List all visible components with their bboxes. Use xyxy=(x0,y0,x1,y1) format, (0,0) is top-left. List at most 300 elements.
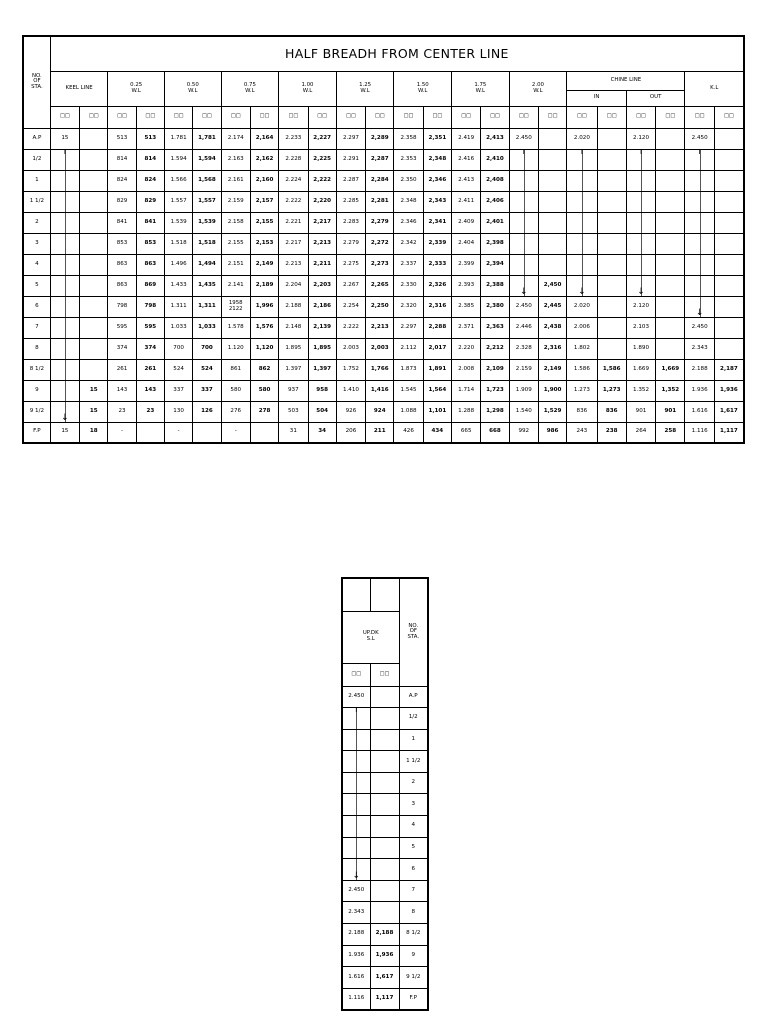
value-cell xyxy=(50,338,79,359)
value-cell: 901 xyxy=(656,401,685,422)
value-cell: 2.399 xyxy=(452,254,481,275)
value-cell xyxy=(80,128,108,149)
value-cell: 2,153 xyxy=(250,233,278,254)
table-row xyxy=(342,859,428,881)
value-cell: 243 xyxy=(567,422,597,443)
value-cell: 2,213 xyxy=(366,317,394,338)
value-cell: 2.159 xyxy=(221,191,250,212)
table-row xyxy=(342,837,428,859)
value-cell: 2.188 xyxy=(279,296,308,317)
value-cell: 862 xyxy=(250,359,278,380)
station-cell: F.P xyxy=(399,988,428,1010)
value-cell: 1.873 xyxy=(394,359,423,380)
value-cell: 2.158 xyxy=(221,212,250,233)
value-cell xyxy=(50,254,79,275)
station-cell: 9 1/2 xyxy=(399,967,428,989)
value-cell: 130 xyxy=(164,401,192,422)
keel-line-header: KEEL LINE xyxy=(50,71,108,106)
value-cell: 1.616 xyxy=(685,401,714,422)
value-cell: 1,435 xyxy=(193,275,221,296)
value-cell: 1,564 xyxy=(423,380,451,401)
value-cell: 2.159 xyxy=(509,359,538,380)
value-cell: 143 xyxy=(108,380,136,401)
updk-value-cell: 2.343 xyxy=(342,902,370,924)
value-cell xyxy=(597,275,626,296)
value-cell: 1,723 xyxy=(481,380,509,401)
value-cell: 2,109 xyxy=(481,359,509,380)
value-cell: 1,900 xyxy=(538,380,566,401)
value-cell: 337 xyxy=(164,380,192,401)
value-cell xyxy=(80,275,108,296)
value-cell: 824 xyxy=(136,170,164,191)
value-cell xyxy=(80,296,108,317)
unit-row xyxy=(23,106,744,128)
value-cell: 15 xyxy=(50,128,79,149)
unit-cell: □□ xyxy=(567,106,597,128)
value-cell: 1.557 xyxy=(164,191,192,212)
table-row xyxy=(342,880,428,902)
value-cell: 1.496 xyxy=(164,254,192,275)
value-cell: 2.008 xyxy=(452,359,481,380)
value-cell: 836 xyxy=(597,401,626,422)
value-cell: 2.450 xyxy=(685,317,714,338)
value-cell xyxy=(656,233,685,254)
value-cell: 211 xyxy=(366,422,394,443)
value-cell xyxy=(509,212,538,233)
value-cell: 2.275 xyxy=(336,254,365,275)
value-cell xyxy=(714,170,744,191)
value-cell: 1,557 xyxy=(193,191,221,212)
table-row xyxy=(23,275,744,296)
value-cell: 700 xyxy=(164,338,192,359)
value-cell: 2,211 xyxy=(308,254,336,275)
value-cell: 2.393 xyxy=(452,275,481,296)
value-cell: 2,394 xyxy=(481,254,509,275)
wl-175-header xyxy=(452,71,510,106)
updk-value-cell: 2.450 xyxy=(342,686,370,708)
value-cell: 2,406 xyxy=(481,191,509,212)
value-cell xyxy=(567,191,597,212)
wl-label: W.L xyxy=(188,87,198,94)
value-cell: 2.155 xyxy=(221,233,250,254)
updk-value-cell xyxy=(370,880,399,902)
value-cell xyxy=(597,254,626,275)
value-cell: 1.433 xyxy=(164,275,192,296)
station-cell: 4 xyxy=(23,254,50,275)
station-cell: A.P xyxy=(399,686,428,708)
value-cell xyxy=(626,170,655,191)
value-cell xyxy=(626,254,655,275)
value-cell: 426 xyxy=(394,422,423,443)
value-cell: 2.291 xyxy=(336,149,365,170)
value-cell xyxy=(567,275,597,296)
value-cell xyxy=(626,149,655,170)
value-cell: 2,272 xyxy=(366,233,394,254)
value-cell: 524 xyxy=(164,359,192,380)
second-no-of-sta-header xyxy=(399,578,428,686)
station-cell: 6 xyxy=(399,859,428,881)
value-cell: 2.416 xyxy=(452,149,481,170)
station-cell: 1 xyxy=(399,729,428,751)
table-row xyxy=(23,212,744,233)
value-cell xyxy=(50,233,79,254)
value-cell: 258 xyxy=(656,422,685,443)
updk-value-cell xyxy=(342,837,370,859)
value-cell xyxy=(50,401,79,422)
wl-025-header xyxy=(108,71,165,106)
value-cell: 1.890 xyxy=(626,338,655,359)
value-cell: 2.287 xyxy=(336,170,365,191)
value-cell: 2.330 xyxy=(394,275,423,296)
value-cell: 2.279 xyxy=(336,233,365,254)
value-cell: 18 xyxy=(80,422,108,443)
value-cell: 2.161 xyxy=(221,170,250,191)
updk-value-cell xyxy=(370,729,399,751)
value-cell: 2,348 xyxy=(423,149,451,170)
wl-100-header xyxy=(279,71,337,106)
wl-label: 2.00 xyxy=(531,81,544,88)
value-cell: 2,227 xyxy=(308,128,336,149)
value-cell: 2.020 xyxy=(567,296,597,317)
value-cell xyxy=(656,296,685,317)
updk-value-cell xyxy=(342,772,370,794)
updk-value-cell xyxy=(370,794,399,816)
value-cell xyxy=(626,212,655,233)
station-cell: 8 xyxy=(23,338,50,359)
value-cell: 2,160 xyxy=(250,170,278,191)
value-cell xyxy=(538,128,566,149)
value-cell: 937 xyxy=(279,380,308,401)
unit-cell: □□ xyxy=(423,106,451,128)
value-cell: 2.188 xyxy=(685,359,714,380)
chine-in-header: IN xyxy=(567,90,627,106)
value-cell xyxy=(714,191,744,212)
value-cell: 1,891 xyxy=(423,359,451,380)
value-cell: 2,222 xyxy=(308,170,336,191)
value-cell: 1,781 xyxy=(193,128,221,149)
value-cell: 2,186 xyxy=(308,296,336,317)
value-cell xyxy=(597,128,626,149)
value-cell xyxy=(656,191,685,212)
value-cell xyxy=(80,170,108,191)
value-cell: 2,380 xyxy=(481,296,509,317)
value-cell: 2,189 xyxy=(250,275,278,296)
table-row xyxy=(342,967,428,989)
wl-label: W.L xyxy=(475,87,486,94)
value-cell: 2.222 xyxy=(336,317,365,338)
value-cell: 2,445 xyxy=(538,296,566,317)
value-cell xyxy=(685,233,714,254)
station-cell: 7 xyxy=(399,880,428,902)
wl-label: 1.00 xyxy=(301,81,314,88)
table-row xyxy=(342,729,428,751)
value-cell: 1,895 xyxy=(308,338,336,359)
table-row xyxy=(23,359,744,380)
value-cell: 2.228 xyxy=(279,149,308,170)
value-cell xyxy=(656,128,685,149)
half-breadth-body xyxy=(23,128,744,443)
unit-cell: □□ xyxy=(685,106,714,128)
value-cell: 2.224 xyxy=(279,170,308,191)
station-cell: 2 xyxy=(23,212,50,233)
updk-value-cell xyxy=(370,751,399,773)
table-row xyxy=(342,988,428,1010)
station-cell: 1 xyxy=(23,170,50,191)
value-cell xyxy=(656,254,685,275)
unit-cell: □□ xyxy=(50,106,79,128)
value-cell: 1.895 xyxy=(279,338,308,359)
value-cell: 2,288 xyxy=(423,317,451,338)
value-cell xyxy=(50,149,79,170)
value-cell xyxy=(509,149,538,170)
value-cell: 814 xyxy=(136,149,164,170)
value-cell: 2.151 xyxy=(221,254,250,275)
value-cell: 2.328 xyxy=(509,338,538,359)
value-cell: 986 xyxy=(538,422,566,443)
value-cell xyxy=(714,275,744,296)
value-cell xyxy=(597,338,626,359)
value-cell: 1.714 xyxy=(452,380,481,401)
value-cell xyxy=(80,191,108,212)
value-cell: 1.288 xyxy=(452,401,481,422)
value-cell: 824 xyxy=(108,170,136,191)
value-cell: 2,398 xyxy=(481,233,509,254)
value-cell: 863 xyxy=(108,254,136,275)
unit-cell: □□ xyxy=(342,663,370,686)
value-cell: 901 xyxy=(626,401,655,422)
value-cell: 2.450 xyxy=(509,128,538,149)
table-row xyxy=(23,170,744,191)
value-cell: 2,273 xyxy=(366,254,394,275)
unit-cell: □□ xyxy=(394,106,423,128)
value-cell: 2.446 xyxy=(509,317,538,338)
table-row xyxy=(23,191,744,212)
wl-label: W.L xyxy=(131,87,141,94)
value-cell: 2,339 xyxy=(423,233,451,254)
value-cell xyxy=(50,380,79,401)
value-cell xyxy=(50,296,79,317)
second-no-of-sta-label: NO. OF STA. xyxy=(407,622,420,641)
wl-150-header xyxy=(394,71,452,106)
value-cell: 2.285 xyxy=(336,191,365,212)
value-cell xyxy=(136,422,164,443)
value-cell: 2,289 xyxy=(366,128,394,149)
updk-value-cell: 2,188 xyxy=(370,924,399,946)
updk-value-cell xyxy=(370,837,399,859)
value-cell: 665 xyxy=(452,422,481,443)
value-cell: 1.936 xyxy=(685,380,714,401)
upper-deck-body xyxy=(342,686,428,1010)
value-cell: 1,617 xyxy=(714,401,744,422)
value-cell xyxy=(626,191,655,212)
value-cell: 276 xyxy=(221,401,250,422)
value-cell xyxy=(597,233,626,254)
unit-cell: □□ xyxy=(336,106,365,128)
table-row xyxy=(23,254,744,275)
value-cell: 2.120 xyxy=(626,296,655,317)
station-cell: 4 xyxy=(399,816,428,838)
value-cell: 1,576 xyxy=(250,317,278,338)
value-cell: 829 xyxy=(108,191,136,212)
table-row xyxy=(23,233,744,254)
value-cell: 1.669 xyxy=(626,359,655,380)
value-cell: 1.909 xyxy=(509,380,538,401)
value-cell: 2.267 xyxy=(336,275,365,296)
value-cell: 2.358 xyxy=(394,128,423,149)
value-cell xyxy=(538,170,566,191)
table-row xyxy=(23,422,744,443)
value-cell xyxy=(80,317,108,338)
value-cell: 1,594 xyxy=(193,149,221,170)
value-cell: 1,494 xyxy=(193,254,221,275)
value-cell: 1.594 xyxy=(164,149,192,170)
station-cell: 1/2 xyxy=(399,708,428,730)
value-cell: 374 xyxy=(108,338,136,359)
value-cell: 1.566 xyxy=(164,170,192,191)
wl-label: 1.25 xyxy=(359,81,372,88)
value-cell xyxy=(714,317,744,338)
value-cell xyxy=(509,191,538,212)
value-cell: 1.120 xyxy=(221,338,250,359)
value-cell: 2,363 xyxy=(481,317,509,338)
value-cell xyxy=(656,317,685,338)
value-cell: 2.350 xyxy=(394,170,423,191)
value-cell xyxy=(80,254,108,275)
value-cell: 841 xyxy=(136,212,164,233)
value-cell: 1,529 xyxy=(538,401,566,422)
value-cell: 2.221 xyxy=(279,212,308,233)
value-cell xyxy=(714,212,744,233)
value-cell: 1,352 xyxy=(656,380,685,401)
value-cell: 2,139 xyxy=(308,317,336,338)
station-cell: 8 1/2 xyxy=(399,924,428,946)
value-cell xyxy=(626,233,655,254)
value-cell xyxy=(50,212,79,233)
station-cell: 5 xyxy=(23,275,50,296)
value-cell xyxy=(509,254,538,275)
kl-header: K.L xyxy=(685,71,744,106)
value-cell: 2,343 xyxy=(423,191,451,212)
table-row xyxy=(342,772,428,794)
value-cell xyxy=(714,296,744,317)
updk-value-cell xyxy=(342,751,370,773)
value-cell: 580 xyxy=(250,380,278,401)
updk-value-cell xyxy=(370,772,399,794)
value-cell: 1,518 xyxy=(193,233,221,254)
value-cell: 1.033 xyxy=(164,317,192,338)
value-cell: 1,766 xyxy=(366,359,394,380)
value-cell: 2.213 xyxy=(279,254,308,275)
value-cell: 863 xyxy=(136,254,164,275)
wl-label: W.L xyxy=(245,87,255,94)
unit-cell: □□ xyxy=(221,106,250,128)
wl-200-header xyxy=(509,71,567,106)
unit-cell: □□ xyxy=(452,106,481,128)
updk-value-cell: 1.116 xyxy=(342,988,370,1010)
value-cell: 2.342 xyxy=(394,233,423,254)
value-cell: 580 xyxy=(221,380,250,401)
value-cell: 2.006 xyxy=(567,317,597,338)
value-cell xyxy=(714,233,744,254)
half-breadth-table xyxy=(22,35,745,444)
value-cell xyxy=(685,170,714,191)
unit-cell: □□ xyxy=(80,106,108,128)
value-cell: 926 xyxy=(336,401,365,422)
updk-value-cell xyxy=(342,859,370,881)
table-title-text: HALF BREADH FROM CENTER LINE xyxy=(285,46,509,62)
value-cell: 700 xyxy=(193,338,221,359)
unit-cell: □□ xyxy=(538,106,566,128)
value-cell xyxy=(50,359,79,380)
value-cell: 2,351 xyxy=(423,128,451,149)
station-cell: 9 1/2 xyxy=(23,401,50,422)
value-cell: 1.397 xyxy=(279,359,308,380)
value-cell: - xyxy=(221,422,250,443)
value-cell: 829 xyxy=(136,191,164,212)
value-cell: 2.141 xyxy=(221,275,250,296)
value-cell: 2.297 xyxy=(394,317,423,338)
blank-corner xyxy=(370,578,399,611)
value-cell: 1.802 xyxy=(567,338,597,359)
unit-cell: □□ xyxy=(136,106,164,128)
value-cell xyxy=(685,254,714,275)
value-cell: 798 xyxy=(136,296,164,317)
value-cell: 595 xyxy=(108,317,136,338)
value-cell: 2,250 xyxy=(366,296,394,317)
value-cell: 278 xyxy=(250,401,278,422)
updk-value-cell: 1.616 xyxy=(342,967,370,989)
value-cell: 1,298 xyxy=(481,401,509,422)
wl-label: W.L xyxy=(302,87,313,94)
wl-label: 0.25 xyxy=(130,81,143,88)
table-row xyxy=(342,708,428,730)
unit-cell: □□ xyxy=(164,106,192,128)
value-cell: 1,397 xyxy=(308,359,336,380)
value-cell: 2.222 xyxy=(279,191,308,212)
unit-cell: □□ xyxy=(626,106,655,128)
value-cell xyxy=(193,422,221,443)
value-cell: 2.409 xyxy=(452,212,481,233)
value-cell: 1,936 xyxy=(714,380,744,401)
updk-value-cell xyxy=(342,816,370,838)
station-cell: A.P xyxy=(23,128,50,149)
wl-label: W.L xyxy=(417,87,428,94)
value-cell: 1.540 xyxy=(509,401,538,422)
value-cell: 853 xyxy=(136,233,164,254)
value-cell: 261 xyxy=(108,359,136,380)
value-cell: 2.353 xyxy=(394,149,423,170)
value-cell xyxy=(685,296,714,317)
value-cell xyxy=(509,233,538,254)
value-cell xyxy=(597,212,626,233)
value-cell: 2.404 xyxy=(452,233,481,254)
updk-sl-label: UP.DK S.L xyxy=(362,630,379,642)
value-cell: 2,316 xyxy=(423,296,451,317)
value-cell: 2,220 xyxy=(308,191,336,212)
value-cell xyxy=(538,212,566,233)
value-cell: 1.410 xyxy=(336,380,365,401)
value-cell: 958 xyxy=(308,380,336,401)
value-cell: 2,212 xyxy=(481,338,509,359)
value-cell: 2,284 xyxy=(366,170,394,191)
value-cell: 2,265 xyxy=(366,275,394,296)
table-row xyxy=(23,380,744,401)
value-cell: 1,101 xyxy=(423,401,451,422)
value-cell: 2,401 xyxy=(481,212,509,233)
table-row xyxy=(342,902,428,924)
table-row xyxy=(342,924,428,946)
value-cell xyxy=(656,170,685,191)
